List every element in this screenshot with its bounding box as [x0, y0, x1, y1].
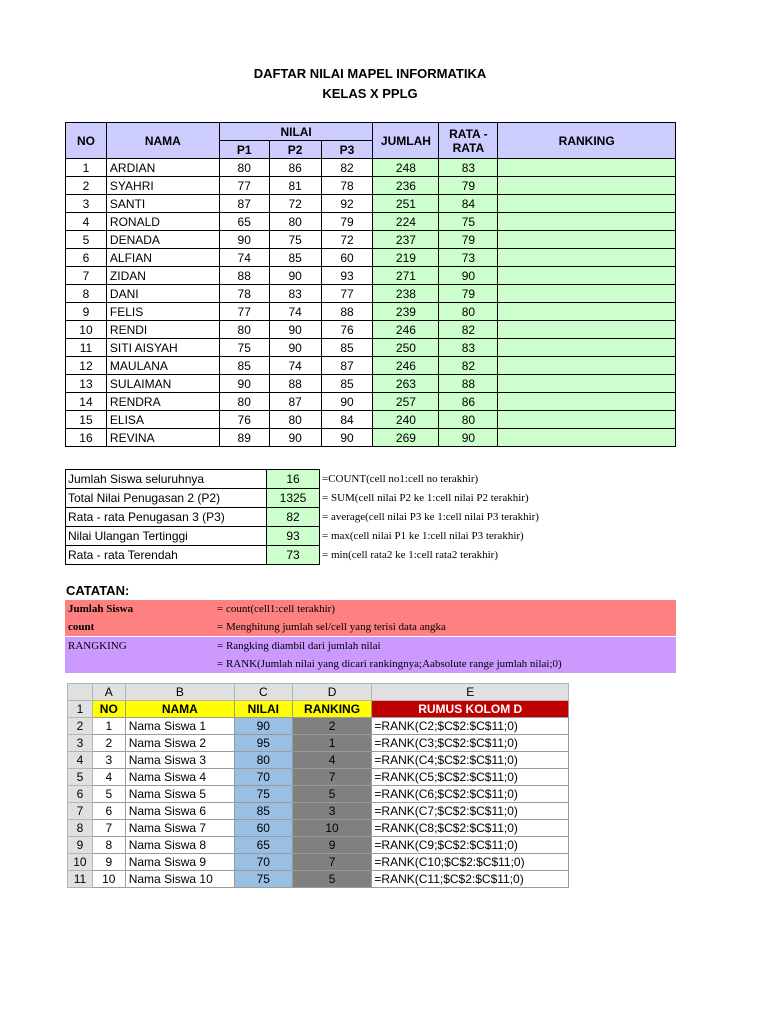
summary-formula: = max(cell nilai P1 ke 1:cell nilai P3 terakhir) — [322, 530, 524, 542]
cell-nama: RENDI — [106, 321, 219, 339]
cell-p3: 79 — [321, 213, 373, 231]
cell-p1: 65 — [219, 213, 269, 231]
summary-label: Rata - rata Terendah — [66, 546, 267, 565]
table-row — [66, 267, 676, 285]
excel-cell-nama[interactable]: Nama Siswa 7 — [125, 820, 234, 837]
summary-formula: = SUM(cell nilai P2 ke 1:cell nilai P2 terakhir) — [322, 492, 529, 504]
cell-rata: 79 — [439, 231, 498, 249]
note-label: Jumlah Siswa — [68, 603, 134, 615]
cell-jumlah: 269 — [373, 429, 439, 447]
cell-p3: 78 — [321, 177, 373, 195]
cell-p1: 87 — [219, 195, 269, 213]
summary-value: 1325 — [267, 489, 320, 508]
row-number[interactable]: 8 — [68, 820, 93, 837]
excel-cell-ranking[interactable]: 10 — [292, 820, 372, 837]
excel-cell-rumus[interactable]: =RANK(C11;$C$2:$C$11;0) — [372, 871, 569, 888]
cell-no: 11 — [66, 339, 107, 357]
row-number[interactable]: 6 — [68, 786, 93, 803]
excel-cell-ranking[interactable]: 2 — [292, 718, 372, 735]
row-number[interactable]: 11 — [68, 871, 93, 888]
excel-row — [68, 837, 569, 854]
cell-rata: 83 — [439, 159, 498, 177]
summary-value: 82 — [267, 508, 320, 527]
header-no: NO — [66, 123, 107, 159]
cell-rata: 79 — [439, 177, 498, 195]
catatan-heading: CATATAN: — [66, 583, 130, 598]
excel-header-no[interactable]: NO — [92, 701, 125, 718]
cell-jumlah: 238 — [373, 285, 439, 303]
cell-no: 9 — [66, 303, 107, 321]
header-rata: RATA - RATA — [439, 123, 498, 159]
header-jumlah: JUMLAH — [373, 123, 439, 159]
summary-label: Nilai Ulangan Tertinggi — [66, 527, 267, 546]
excel-cell-rumus[interactable]: =RANK(C2;$C$2:$C$11;0) — [372, 718, 569, 735]
cell-p3: 82 — [321, 159, 373, 177]
cell-jumlah: 250 — [373, 339, 439, 357]
cell-jumlah: 251 — [373, 195, 439, 213]
table-row — [66, 195, 676, 213]
header-p1: P1 — [219, 141, 269, 159]
cell-ranking — [498, 285, 676, 303]
cell-p2: 74 — [269, 357, 321, 375]
cell-p3: 88 — [321, 303, 373, 321]
excel-cell-nama[interactable]: Nama Siswa 2 — [125, 735, 234, 752]
note-rank — [65, 637, 676, 673]
excel-cell-rumus[interactable]: =RANK(C4;$C$2:$C$11;0) — [372, 752, 569, 769]
excel-cell-nama[interactable]: Nama Siswa 6 — [125, 803, 234, 820]
excel-cell-ranking[interactable]: 5 — [292, 871, 372, 888]
cell-no: 16 — [66, 429, 107, 447]
table-row — [66, 213, 676, 231]
cell-rata: 86 — [439, 393, 498, 411]
cell-p2: 75 — [269, 231, 321, 249]
excel-cell-nilai[interactable]: 85 — [234, 803, 292, 820]
cell-p2: 90 — [269, 321, 321, 339]
note-count — [65, 600, 676, 636]
cell-p1: 89 — [219, 429, 269, 447]
note-label: RANGKING — [68, 640, 127, 652]
note-text: = Menghitung jumlah sel/cell yang terisi data angka — [217, 621, 446, 633]
table-row — [66, 393, 676, 411]
col-letter-e[interactable]: E — [372, 684, 569, 701]
cell-jumlah: 237 — [373, 231, 439, 249]
cell-no: 14 — [66, 393, 107, 411]
summary-label: Jumlah Siswa seluruhnya — [66, 470, 267, 489]
cell-p1: 90 — [219, 231, 269, 249]
excel-cell-no[interactable]: 7 — [92, 820, 125, 837]
summary-table — [65, 469, 665, 565]
cell-ranking — [498, 195, 676, 213]
cell-p2: 72 — [269, 195, 321, 213]
cell-p1: 80 — [219, 393, 269, 411]
excel-cell-nilai[interactable]: 80 — [234, 752, 292, 769]
cell-nama: SULAIMAN — [106, 375, 219, 393]
cell-p1: 77 — [219, 303, 269, 321]
cell-jumlah: 240 — [373, 411, 439, 429]
excel-row — [68, 820, 569, 837]
note-text: = RANK(Jumlah nilai yang dicari rankingnya;Aabsolute range jumlah nilai;0) — [217, 658, 562, 670]
cell-no: 7 — [66, 267, 107, 285]
excel-cell-no[interactable]: 1 — [92, 718, 125, 735]
cell-ranking — [498, 267, 676, 285]
cell-p2: 80 — [269, 411, 321, 429]
cell-no: 10 — [66, 321, 107, 339]
cell-jumlah: 271 — [373, 267, 439, 285]
excel-cell-ranking[interactable]: 1 — [292, 735, 372, 752]
excel-cell-nilai[interactable]: 60 — [234, 820, 292, 837]
cell-ranking — [498, 375, 676, 393]
excel-row — [68, 735, 569, 752]
cell-jumlah: 263 — [373, 375, 439, 393]
summary-formula: =COUNT(cell no1:cell no terakhir) — [322, 473, 479, 485]
excel-cell-rumus[interactable]: =RANK(C10;$C$2:$C$11;0) — [372, 854, 569, 871]
cell-p1: 74 — [219, 249, 269, 267]
excel-cell-nama[interactable]: Nama Siswa 8 — [125, 837, 234, 854]
excel-row — [68, 803, 569, 820]
cell-nama: RONALD — [106, 213, 219, 231]
excel-cell-nilai[interactable]: 90 — [234, 718, 292, 735]
excel-row — [68, 786, 569, 803]
excel-row — [68, 769, 569, 786]
cell-p1: 78 — [219, 285, 269, 303]
excel-row — [68, 718, 569, 735]
cell-p2: 81 — [269, 177, 321, 195]
cell-no: 5 — [66, 231, 107, 249]
summary-value: 93 — [267, 527, 320, 546]
excel-cell-ranking[interactable]: 9 — [292, 837, 372, 854]
cell-rata: 75 — [439, 213, 498, 231]
cell-rata: 79 — [439, 285, 498, 303]
cell-ranking — [498, 159, 676, 177]
summary-row — [66, 546, 665, 565]
summary-value: 16 — [267, 470, 320, 489]
row-number[interactable]: 10 — [68, 854, 93, 871]
note-label: count — [68, 621, 95, 633]
cell-no: 12 — [66, 357, 107, 375]
excel-header-rumus[interactable]: RUMUS KOLOM D — [372, 701, 569, 718]
cell-ranking — [498, 357, 676, 375]
cell-rata: 90 — [439, 267, 498, 285]
row-number[interactable]: 4 — [68, 752, 93, 769]
cell-nama: DENADA — [106, 231, 219, 249]
cell-nama: RENDRA — [106, 393, 219, 411]
table-row — [66, 339, 676, 357]
cell-p1: 80 — [219, 159, 269, 177]
cell-jumlah: 224 — [373, 213, 439, 231]
row-number[interactable]: 1 — [68, 701, 93, 718]
summary-label: Rata - rata Penugasan 3 (P3) — [66, 508, 267, 527]
header-nilai: NILAI — [219, 123, 373, 141]
table-row — [66, 231, 676, 249]
excel-cell-rumus[interactable]: =RANK(C8;$C$2:$C$11;0) — [372, 820, 569, 837]
cell-no: 15 — [66, 411, 107, 429]
excel-cell-rumus[interactable]: =RANK(C5;$C$2:$C$11;0) — [372, 769, 569, 786]
header-nama: NAMA — [106, 123, 219, 159]
cell-p2: 90 — [269, 339, 321, 357]
cell-p3: 92 — [321, 195, 373, 213]
excel-cell-nilai[interactable]: 65 — [234, 837, 292, 854]
cell-ranking — [498, 429, 676, 447]
table-row — [66, 411, 676, 429]
note-text: = Rangking diambil dari jumlah nilai — [217, 640, 381, 652]
cell-p2: 90 — [269, 429, 321, 447]
cell-no: 2 — [66, 177, 107, 195]
cell-no: 6 — [66, 249, 107, 267]
cell-p2: 74 — [269, 303, 321, 321]
excel-cell-no[interactable]: 4 — [92, 769, 125, 786]
cell-p1: 90 — [219, 375, 269, 393]
summary-row — [66, 470, 665, 489]
row-number[interactable]: 5 — [68, 769, 93, 786]
excel-cell-nama[interactable]: Nama Siswa 10 — [125, 871, 234, 888]
cell-rata: 90 — [439, 429, 498, 447]
excel-cell-no[interactable]: 10 — [92, 871, 125, 888]
cell-nama: ELISA — [106, 411, 219, 429]
table-row — [66, 285, 676, 303]
corner-cell[interactable] — [68, 684, 93, 701]
cell-p3: 90 — [321, 429, 373, 447]
cell-jumlah: 219 — [373, 249, 439, 267]
cell-p3: 85 — [321, 375, 373, 393]
excel-row — [68, 871, 569, 888]
cell-ranking — [498, 303, 676, 321]
cell-p3: 76 — [321, 321, 373, 339]
summary-formula: = min(cell rata2 ke 1:cell rata2 terakhir) — [322, 549, 499, 561]
cell-no: 8 — [66, 285, 107, 303]
cell-ranking — [498, 339, 676, 357]
excel-cell-no[interactable]: 9 — [92, 854, 125, 871]
cell-nama: SITI AISYAH — [106, 339, 219, 357]
cell-nama: DANI — [106, 285, 219, 303]
cell-p3: 84 — [321, 411, 373, 429]
excel-cell-nama[interactable]: Nama Siswa 5 — [125, 786, 234, 803]
excel-cell-no[interactable]: 8 — [92, 837, 125, 854]
excel-cell-ranking[interactable]: 7 — [292, 854, 372, 871]
excel-cell-nilai[interactable]: 70 — [234, 769, 292, 786]
cell-rata: 80 — [439, 411, 498, 429]
cell-p3: 77 — [321, 285, 373, 303]
table-row — [66, 249, 676, 267]
cell-p1: 88 — [219, 267, 269, 285]
summary-row — [66, 489, 665, 508]
excel-cell-rumus[interactable]: =RANK(C6;$C$2:$C$11;0) — [372, 786, 569, 803]
cell-no: 1 — [66, 159, 107, 177]
excel-cell-ranking[interactable]: 7 — [292, 769, 372, 786]
cell-jumlah: 239 — [373, 303, 439, 321]
cell-nama: REVINA — [106, 429, 219, 447]
cell-ranking — [498, 411, 676, 429]
table-row — [66, 321, 676, 339]
cell-ranking — [498, 231, 676, 249]
row-number[interactable]: 7 — [68, 803, 93, 820]
cell-jumlah: 257 — [373, 393, 439, 411]
table-row — [66, 303, 676, 321]
excel-cell-ranking[interactable]: 4 — [292, 752, 372, 769]
row-number[interactable]: 2 — [68, 718, 93, 735]
cell-jumlah: 246 — [373, 321, 439, 339]
summary-formula: = average(cell nilai P3 ke 1:cell nilai P3 terakhir) — [322, 511, 539, 523]
cell-ranking — [498, 177, 676, 195]
cell-p2: 85 — [269, 249, 321, 267]
page-title: DAFTAR NILAI MAPEL INFORMATIKA — [253, 66, 487, 81]
excel-cell-rumus[interactable]: =RANK(C3;$C$2:$C$11;0) — [372, 735, 569, 752]
cell-nama: MAULANA — [106, 357, 219, 375]
excel-cell-nama[interactable]: Nama Siswa 9 — [125, 854, 234, 871]
cell-p3: 87 — [321, 357, 373, 375]
excel-cell-nama[interactable]: Nama Siswa 1 — [125, 718, 234, 735]
cell-rata: 88 — [439, 375, 498, 393]
row-number[interactable]: 3 — [68, 735, 93, 752]
header-p3: P3 — [321, 141, 373, 159]
col-letter-c[interactable]: C — [234, 684, 292, 701]
note-text: = count(cell1:cell terakhir) — [217, 603, 335, 615]
cell-p1: 75 — [219, 339, 269, 357]
excel-cell-ranking[interactable]: 5 — [292, 786, 372, 803]
excel-cell-ranking[interactable]: 3 — [292, 803, 372, 820]
excel-cell-rumus[interactable]: =RANK(C7;$C$2:$C$11;0) — [372, 803, 569, 820]
summary-row — [66, 527, 665, 546]
cell-ranking — [498, 321, 676, 339]
page-subtitle: KELAS X PPLG — [322, 86, 418, 101]
excel-example — [67, 683, 569, 888]
cell-p1: 80 — [219, 321, 269, 339]
cell-rata: 80 — [439, 303, 498, 321]
table-row — [66, 429, 676, 447]
cell-p1: 77 — [219, 177, 269, 195]
cell-ranking — [498, 249, 676, 267]
summary-label: Total Nilai Penugasan 2 (P2) — [66, 489, 267, 508]
cell-rata: 84 — [439, 195, 498, 213]
excel-cell-nama[interactable]: Nama Siswa 4 — [125, 769, 234, 786]
excel-cell-nilai[interactable]: 75 — [234, 786, 292, 803]
excel-row — [68, 752, 569, 769]
cell-p3: 72 — [321, 231, 373, 249]
excel-cell-no[interactable]: 3 — [92, 752, 125, 769]
grades-table — [65, 122, 676, 447]
cell-rata: 82 — [439, 357, 498, 375]
excel-cell-no[interactable]: 2 — [92, 735, 125, 752]
excel-header-nama[interactable]: NAMA — [125, 701, 234, 718]
cell-p2: 87 — [269, 393, 321, 411]
cell-nama: FELIS — [106, 303, 219, 321]
row-number[interactable]: 9 — [68, 837, 93, 854]
cell-nama: ZIDAN — [106, 267, 219, 285]
cell-p1: 85 — [219, 357, 269, 375]
cell-p1: 76 — [219, 411, 269, 429]
header-p2: P2 — [269, 141, 321, 159]
excel-cell-no[interactable]: 6 — [92, 803, 125, 820]
excel-cell-nilai[interactable]: 75 — [234, 871, 292, 888]
table-row — [66, 177, 676, 195]
cell-nama: ARDIAN — [106, 159, 219, 177]
header-ranking: RANKING — [498, 123, 676, 159]
excel-row — [68, 854, 569, 871]
cell-p2: 80 — [269, 213, 321, 231]
cell-no: 4 — [66, 213, 107, 231]
excel-header-ranking[interactable]: RANKING — [292, 701, 372, 718]
cell-p3: 60 — [321, 249, 373, 267]
cell-nama: SYAHRI — [106, 177, 219, 195]
excel-header-nilai[interactable]: NILAI — [234, 701, 292, 718]
cell-rata: 73 — [439, 249, 498, 267]
excel-cell-nilai[interactable]: 95 — [234, 735, 292, 752]
cell-rata: 82 — [439, 321, 498, 339]
excel-cell-nama[interactable]: Nama Siswa 3 — [125, 752, 234, 769]
cell-no: 3 — [66, 195, 107, 213]
cell-jumlah: 246 — [373, 357, 439, 375]
cell-p2: 83 — [269, 285, 321, 303]
cell-nama: ALFIAN — [106, 249, 219, 267]
cell-p2: 86 — [269, 159, 321, 177]
cell-rata: 83 — [439, 339, 498, 357]
table-row — [66, 159, 676, 177]
summary-row — [66, 508, 665, 527]
cell-ranking — [498, 393, 676, 411]
table-row — [66, 357, 676, 375]
excel-cell-nilai[interactable]: 70 — [234, 854, 292, 871]
cell-jumlah: 236 — [373, 177, 439, 195]
summary-value: 73 — [267, 546, 320, 565]
cell-p3: 85 — [321, 339, 373, 357]
cell-p3: 93 — [321, 267, 373, 285]
cell-no: 13 — [66, 375, 107, 393]
excel-cell-no[interactable]: 5 — [92, 786, 125, 803]
col-letter-d[interactable]: D — [292, 684, 372, 701]
col-letter-a[interactable]: A — [92, 684, 125, 701]
cell-p2: 90 — [269, 267, 321, 285]
excel-cell-rumus[interactable]: =RANK(C9;$C$2:$C$11;0) — [372, 837, 569, 854]
col-letter-b[interactable]: B — [125, 684, 234, 701]
cell-p2: 88 — [269, 375, 321, 393]
cell-p3: 90 — [321, 393, 373, 411]
cell-jumlah: 248 — [373, 159, 439, 177]
cell-nama: SANTI — [106, 195, 219, 213]
table-row — [66, 375, 676, 393]
cell-ranking — [498, 213, 676, 231]
